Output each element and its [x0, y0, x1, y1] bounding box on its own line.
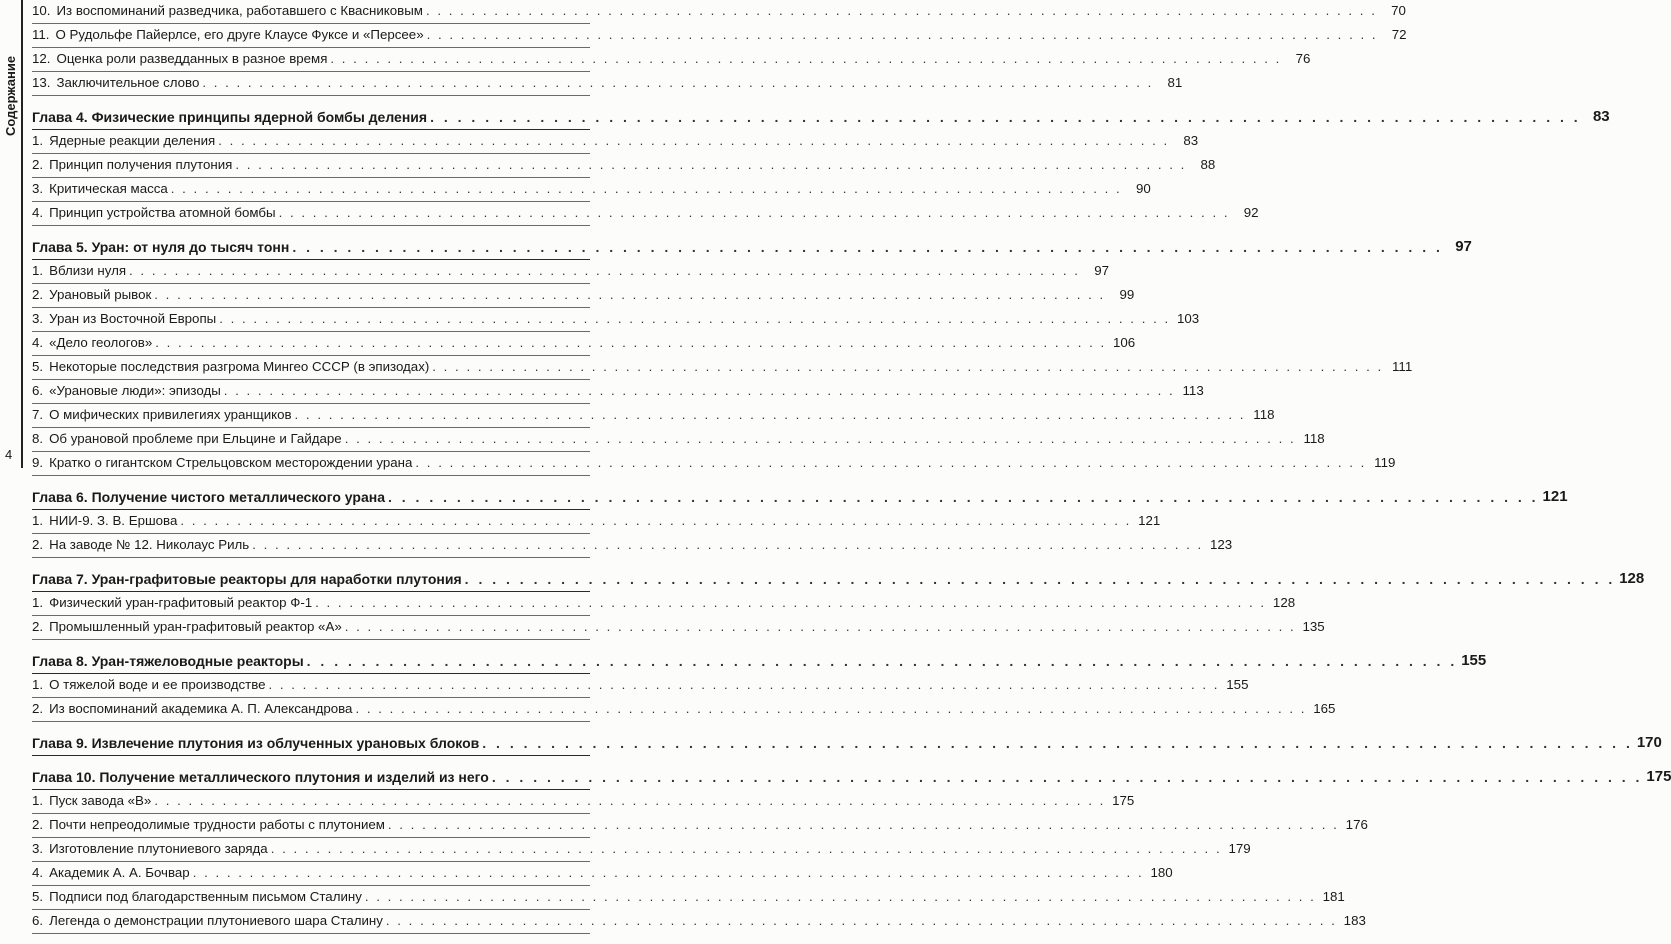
toc-entry[interactable]	[32, 284, 1135, 308]
leader-dots	[465, 571, 1616, 587]
entry-title: Принцип получения плутония	[49, 157, 233, 172]
chapter-heading[interactable]	[32, 766, 1671, 790]
toc-entry[interactable]	[32, 356, 1413, 380]
toc-entry[interactable]	[32, 886, 1345, 910]
entry-number: 3.	[32, 311, 44, 326]
toc-entry[interactable]	[32, 698, 1336, 722]
toc-group	[32, 106, 1610, 226]
entry-page: 70	[1391, 3, 1406, 18]
entry-page: 72	[1391, 27, 1407, 42]
leader-dots	[482, 735, 1633, 751]
toc-entry[interactable]	[32, 404, 1275, 428]
toc-entry[interactable]	[32, 616, 1325, 640]
toc-entry[interactable]	[32, 452, 1396, 476]
entry-page: 81	[1167, 75, 1183, 90]
toc-entry[interactable]	[32, 72, 1183, 96]
entry-title: Заключительное слово	[56, 75, 200, 90]
entry-title: Кратко о гигантском Стрельцовском месторождении урана	[49, 455, 413, 470]
entry-title: Урановый рывок	[49, 287, 152, 302]
leader-dots	[355, 701, 1306, 717]
entry-number: 10.	[32, 3, 51, 18]
entry-number: 1.	[32, 133, 44, 148]
toc-entry[interactable]	[32, 534, 1233, 558]
leader-dots	[388, 489, 1539, 505]
leader-dots	[330, 51, 1281, 67]
entry-number: 13.	[32, 75, 51, 90]
leader-dots	[426, 3, 1377, 19]
leader-dots	[219, 311, 1170, 327]
leader-dots	[154, 793, 1105, 809]
entry-title: Об урановой проблеме при Ельцине и Гайдаре	[49, 431, 342, 446]
entry-number: 1.	[32, 677, 44, 692]
entry-title: Изготовление плутониевого заряда	[49, 841, 268, 856]
entry-number: 2.	[32, 537, 44, 552]
entry-title: «Дело геологов»	[49, 335, 153, 350]
entry-title: Оценка роли разведданных в разное время	[56, 51, 328, 66]
leader-dots	[269, 677, 1220, 693]
leader-dots	[154, 287, 1105, 303]
entry-title: Подписи под благодарственным письмом Сталину	[49, 889, 362, 904]
entry-page: 103	[1176, 311, 1200, 326]
toc-entry[interactable]	[32, 380, 1204, 404]
leader-dots	[279, 205, 1230, 221]
entry-number: 4.	[32, 205, 44, 220]
entry-number: 3.	[32, 181, 44, 196]
entry-number: 11.	[32, 27, 50, 42]
leader-dots	[218, 133, 1169, 149]
chapter-title: Глава 5. Уран: от нуля до тысяч тонн	[32, 239, 290, 255]
entry-page: 83	[1183, 133, 1199, 148]
toc-entry[interactable]	[32, 838, 1251, 862]
entry-page: 76	[1295, 51, 1311, 66]
entry-number: 5.	[32, 889, 44, 904]
leader-dots	[427, 27, 1378, 43]
entry-number: 4.	[32, 865, 44, 880]
chapter-heading[interactable]	[32, 236, 1472, 260]
chapter-title: Глава 6. Получение чистого металлического урана	[32, 489, 385, 505]
leader-dots	[193, 865, 1144, 881]
entry-number: 1.	[32, 595, 44, 610]
leader-dots	[129, 263, 1080, 279]
entry-title: Из воспоминаний разведчика, работавшего с Квасниковым	[56, 3, 423, 18]
entry-number: 9.	[32, 455, 44, 470]
leader-dots	[388, 817, 1339, 833]
leader-dots	[430, 109, 1581, 125]
entry-number: 2.	[32, 287, 44, 302]
entry-title: Физический уран-графитовый реактор Ф-1	[49, 595, 313, 610]
chapter-page: 97	[1455, 238, 1472, 255]
toc-entry[interactable]	[32, 510, 1161, 534]
chapter-heading[interactable]	[32, 106, 1610, 130]
toc-entry[interactable]	[32, 0, 1406, 24]
toc-entry[interactable]	[32, 260, 1109, 284]
entry-title: Ядерные реакции деления	[49, 133, 216, 148]
entry-number: 7.	[32, 407, 44, 422]
entry-page: 118	[1303, 431, 1325, 446]
entry-title: Вблизи нуля	[49, 263, 127, 278]
leader-dots	[492, 769, 1643, 785]
entry-title: Промышленный уран-графитовый реактор «А»	[49, 619, 342, 634]
entry-page: 183	[1343, 913, 1366, 928]
entry-title: О тяжелой воде и ее производстве	[49, 677, 266, 692]
toc-group	[32, 650, 1487, 722]
toc-group	[32, 0, 1407, 96]
chapter-heading[interactable]	[32, 486, 1568, 510]
chapter-title: Глава 9. Извлечение плутония из облученных урановых блоков	[32, 735, 480, 751]
toc-entry[interactable]	[32, 154, 1216, 178]
entry-number: 6.	[32, 383, 44, 398]
toc-entry[interactable]	[32, 790, 1135, 814]
toc-entry[interactable]	[32, 910, 1366, 934]
entry-title: Легенда о демонстрации плутониевого шара Сталину	[49, 913, 383, 928]
entry-title: Уран из Восточной Европы	[49, 311, 217, 326]
entry-number: 5.	[32, 359, 44, 374]
chapter-page: 83	[1592, 108, 1610, 125]
chapter-page: 121	[1542, 488, 1568, 505]
toc-entry[interactable]	[32, 24, 1407, 48]
entry-number: 6.	[32, 913, 44, 928]
entry-title: О Рудольфе Пайерлсе, его друге Клаусе Фуксе и «Персее»	[55, 27, 424, 42]
entry-page: 176	[1345, 817, 1368, 832]
entry-number: 2.	[32, 619, 44, 634]
toc-entry[interactable]	[32, 130, 1199, 154]
leader-dots	[155, 335, 1106, 351]
chapter-page: 128	[1619, 570, 1645, 587]
entry-page: 179	[1228, 841, 1251, 856]
toc-entry[interactable]	[32, 202, 1259, 226]
toc-entry[interactable]	[32, 332, 1136, 356]
entry-page: 111	[1392, 359, 1413, 374]
entry-title: Почти непреодолимые трудности работы с плутонием	[49, 817, 385, 832]
chapter-page: 155	[1461, 652, 1487, 669]
entry-title: Из воспоминаний академика А. П. Александрова	[49, 701, 353, 716]
chapter-heading[interactable]	[32, 568, 1645, 592]
leader-dots	[315, 595, 1266, 611]
entry-page: 88	[1200, 157, 1216, 172]
toc-group	[32, 236, 1472, 476]
entry-page: 97	[1094, 263, 1109, 278]
leader-dots	[386, 913, 1337, 929]
entry-page: 123	[1209, 537, 1233, 552]
entry-page: 135	[1302, 619, 1325, 634]
leader-dots	[295, 407, 1246, 423]
chapter-title: Глава 10. Получение металлического плутония и изделий из него	[32, 769, 489, 785]
toc-entry[interactable]	[32, 308, 1200, 332]
entry-page: 165	[1313, 701, 1336, 716]
leader-dots	[292, 239, 1443, 255]
entry-title: О мифических привилегиях уранщиков	[49, 407, 292, 422]
entry-title: Академик А. А. Бочвар	[49, 865, 190, 880]
entry-title: Пуск завода «В»	[49, 793, 152, 808]
entry-title: На заводе № 12. Николаус Риль	[49, 537, 250, 552]
entry-page: 175	[1112, 793, 1135, 808]
toc-entry[interactable]	[32, 862, 1173, 886]
leader-dots	[307, 653, 1458, 669]
chapter-heading[interactable]	[32, 732, 1662, 756]
entry-title: Некоторые последствия разгрома Мингео СССР (в эпизодах)	[49, 359, 430, 374]
chapter-page: 175	[1646, 768, 1671, 785]
chapter-title: Глава 8. Уран-тяжеловодные реакторы	[32, 653, 304, 669]
entry-title: Принцип устройства атомной бомбы	[49, 205, 276, 220]
entry-number: 2.	[32, 157, 44, 172]
entry-page: 181	[1322, 889, 1345, 904]
chapter-heading[interactable]	[32, 650, 1487, 674]
side-section-label: Содержание	[3, 55, 18, 136]
toc-group	[32, 732, 1662, 756]
leader-dots	[180, 513, 1131, 529]
toc-entry[interactable]	[32, 48, 1311, 72]
entry-number: 4.	[32, 335, 44, 350]
entry-number: 2.	[32, 701, 44, 716]
entry-page: 128	[1272, 595, 1296, 610]
entry-page: 90	[1135, 181, 1151, 196]
entry-page: 118	[1253, 407, 1275, 422]
leader-dots	[271, 841, 1222, 857]
entry-number: 8.	[32, 431, 44, 446]
entry-title: «Урановые люди»: эпизоды	[49, 383, 221, 398]
entry-number: 2.	[32, 817, 44, 832]
leader-dots	[345, 619, 1296, 635]
leader-dots	[345, 431, 1296, 447]
chapter-title: Глава 4. Физические принципы ядерной бомбы деления	[32, 109, 428, 125]
toc-group	[32, 568, 1645, 640]
entry-page: 119	[1374, 455, 1396, 470]
leader-dots	[365, 889, 1316, 905]
table-of-contents	[32, 0, 1671, 944]
entry-page: 106	[1112, 335, 1136, 350]
toc-group	[32, 766, 1671, 934]
toc-entry[interactable]	[32, 178, 1151, 202]
chapter-title: Глава 7. Уран-графитовые реакторы для наработки плутония	[32, 571, 462, 587]
toc-group	[32, 486, 1568, 558]
leader-dots	[224, 383, 1175, 399]
entry-page: 121	[1138, 513, 1161, 528]
leader-dots	[171, 181, 1122, 197]
leader-dots	[252, 537, 1203, 553]
leader-dots	[235, 157, 1186, 173]
entry-number: 1.	[32, 793, 44, 808]
chapter-page: 170	[1636, 734, 1662, 751]
entry-title: НИИ-9. З. В. Ершова	[49, 513, 178, 528]
entry-page: 155	[1226, 677, 1249, 692]
side-rule	[21, 0, 23, 468]
entry-number: 3.	[32, 841, 44, 856]
entry-number: 1.	[32, 263, 44, 278]
toc-entry[interactable]	[32, 592, 1296, 616]
page-number: 4	[5, 447, 13, 462]
entry-page: 113	[1182, 383, 1204, 398]
toc-entry[interactable]	[32, 428, 1325, 452]
entry-number: 1.	[32, 513, 44, 528]
leader-dots	[432, 359, 1383, 375]
entry-page: 99	[1119, 287, 1135, 302]
toc-entry[interactable]	[32, 814, 1368, 838]
entry-number: 12.	[32, 51, 51, 66]
leader-dots	[415, 455, 1366, 471]
entry-title: Критическая масса	[49, 181, 168, 196]
entry-page: 92	[1243, 205, 1259, 220]
entry-page: 180	[1150, 865, 1173, 880]
leader-dots	[202, 75, 1153, 91]
toc-entry[interactable]	[32, 674, 1249, 698]
